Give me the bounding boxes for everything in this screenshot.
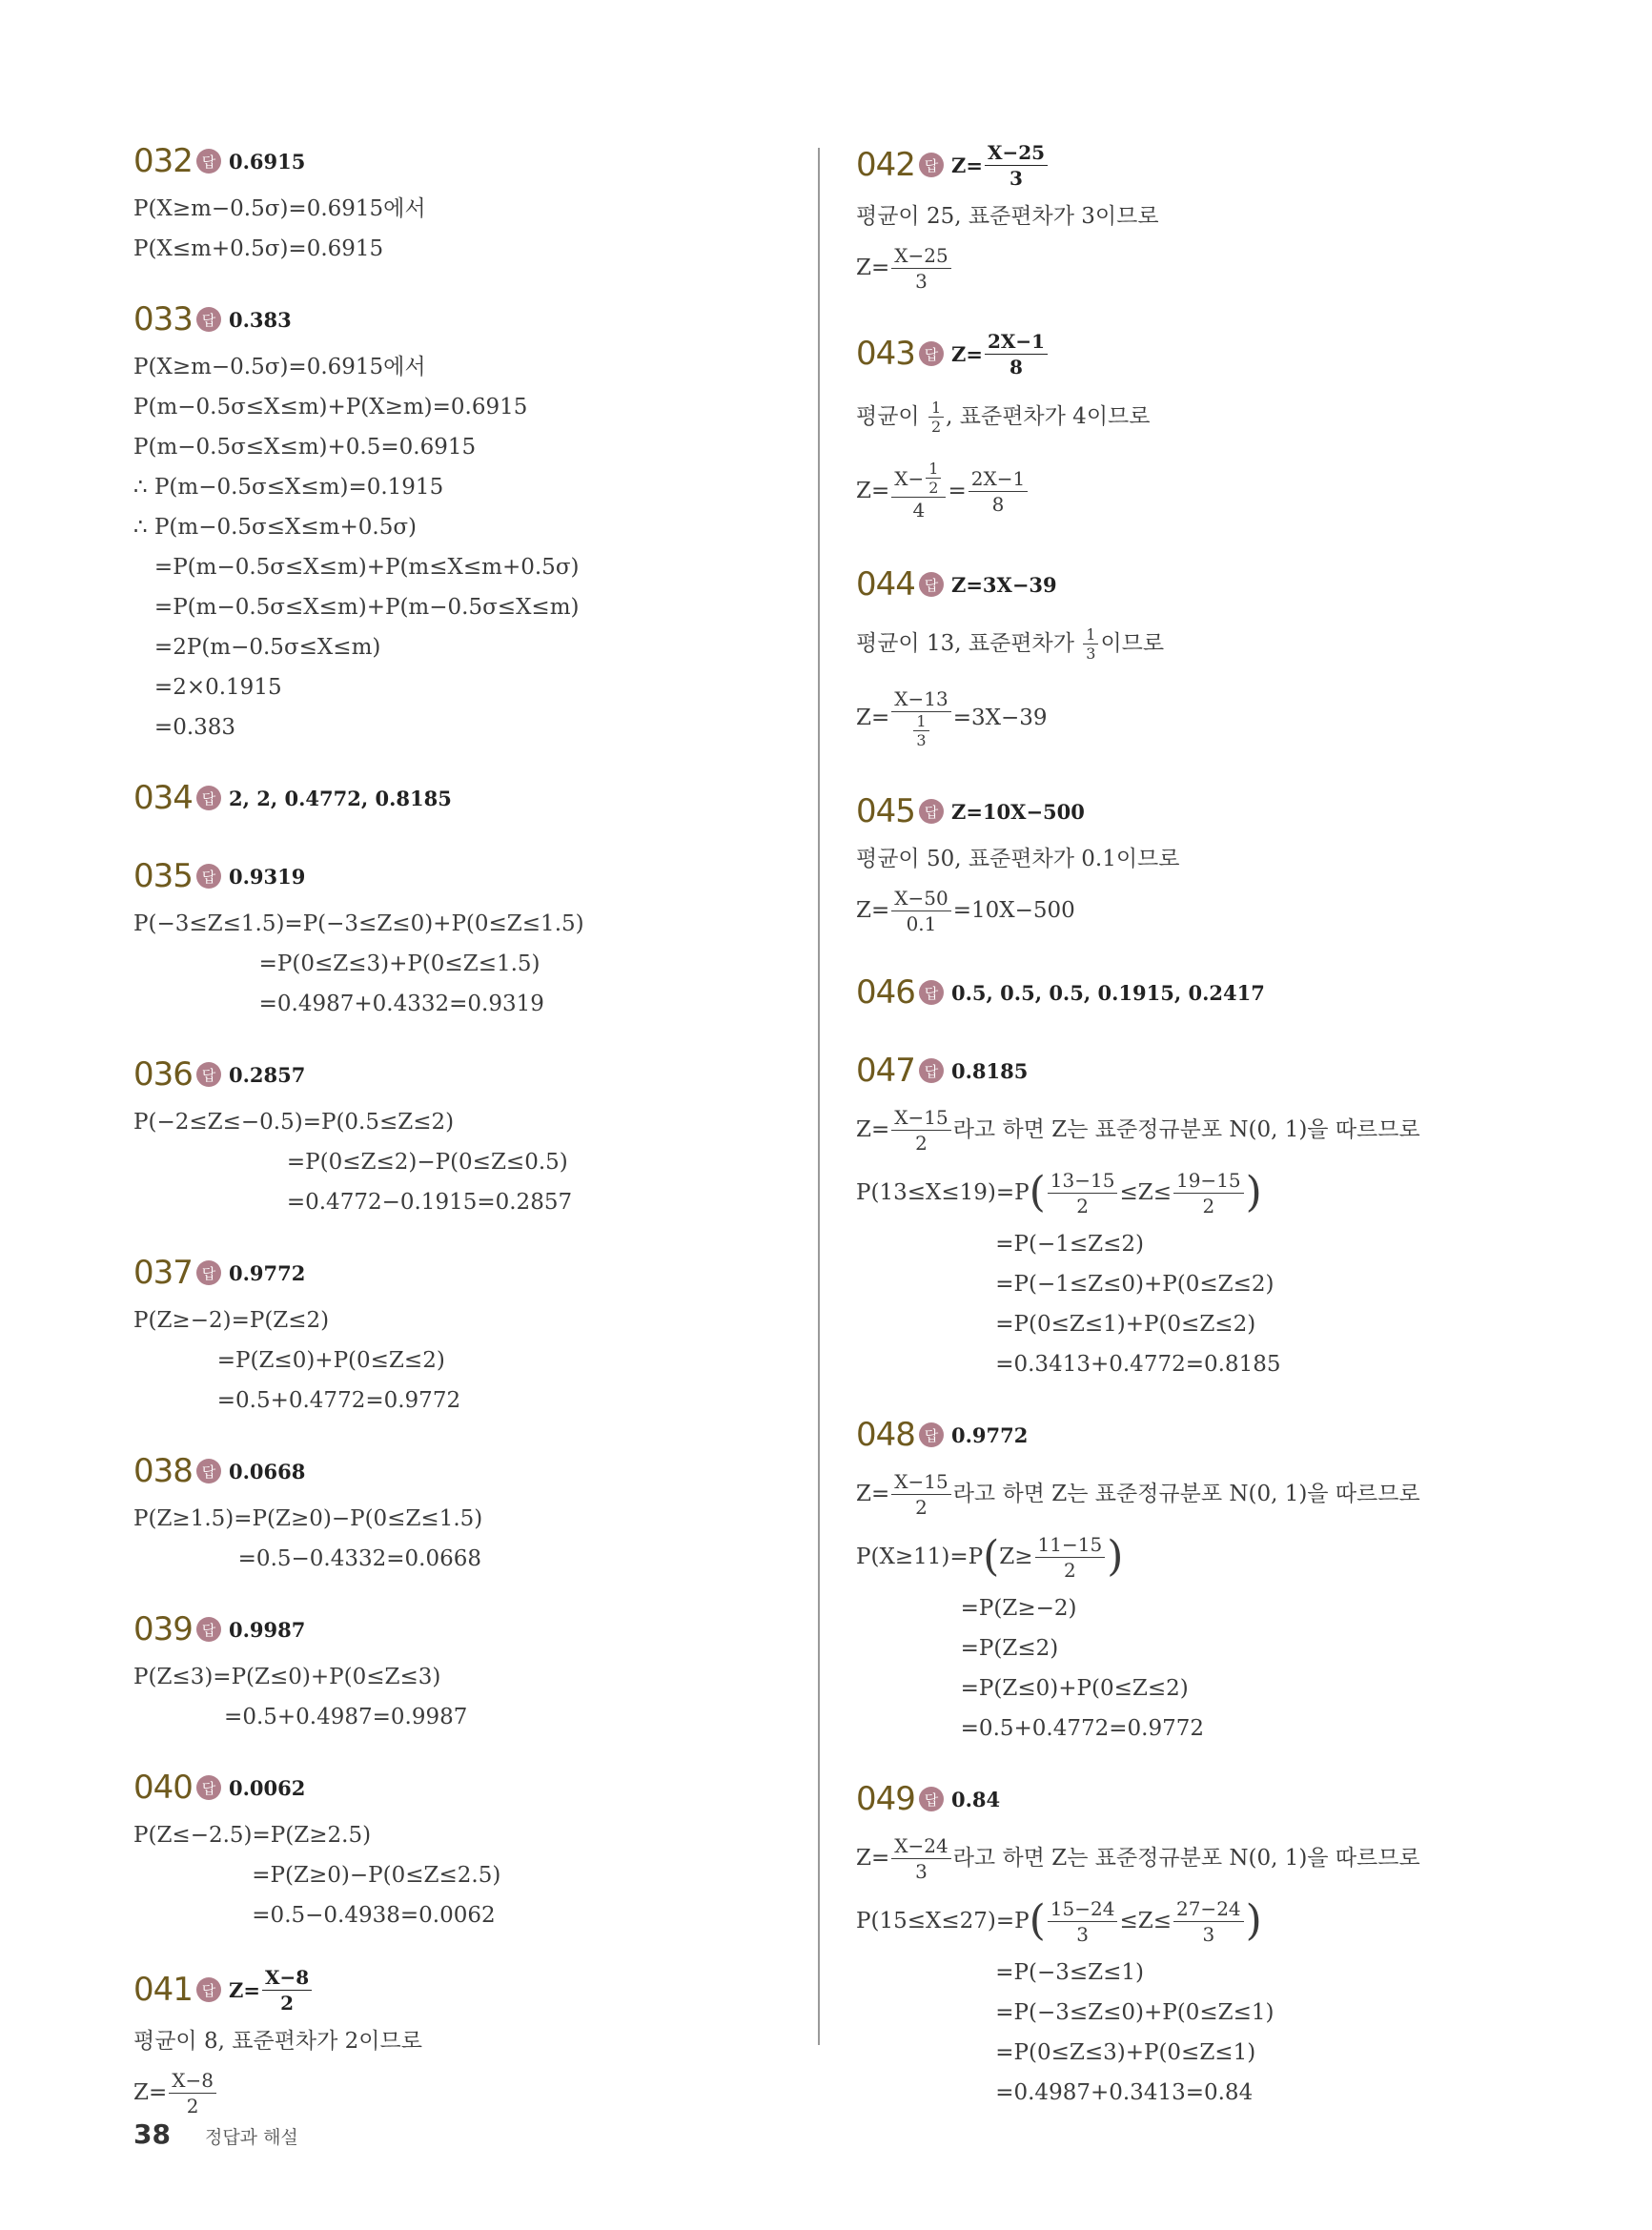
answer: 0.0062: [229, 1775, 306, 1800]
denominator: 2: [280, 1991, 294, 2015]
paren: ): [1245, 1896, 1262, 1945]
answer-badge-icon: 답: [919, 1058, 944, 1083]
solution-line: =P(0≤Z≤2)−P(0≤Z≤0.5): [133, 1150, 568, 1175]
solution-line: [856, 675, 1523, 761]
problem-038: [133, 1443, 801, 1579]
denominator: 2: [1202, 1194, 1215, 1217]
answer-badge-icon: 답: [196, 1062, 221, 1087]
text: 이므로: [1100, 631, 1165, 656]
solution-line: =0.5−0.4938=0.0062: [133, 1903, 496, 1928]
solution-line: =0.4987+0.4332=0.9319: [133, 992, 544, 1016]
numerator: 11−15: [1035, 1532, 1106, 1558]
problem-number: 036: [133, 1055, 193, 1094]
denominator: 3: [915, 269, 928, 293]
denominator: 3: [1202, 1922, 1215, 1946]
page-number: 38: [133, 2118, 171, 2150]
paren: ): [1245, 1168, 1262, 1217]
text: 라고 하면 Z는 표준정규분포 N(0, 1)을 따르므로: [952, 1117, 1420, 1142]
fraction: [913, 712, 928, 749]
numerator: X−25: [985, 140, 1048, 166]
numerator: X−15: [891, 1469, 950, 1495]
text: 라고 하면 Z는 표준정규분포 N(0, 1)을 따르므로: [952, 1482, 1420, 1506]
denominator: 3: [916, 731, 927, 749]
denominator: 2: [930, 417, 942, 436]
answer-badge-icon: 답: [196, 307, 221, 332]
problem-041: [133, 1958, 801, 2124]
solution-line: =P(0≤Z≤1)+P(0≤Z≤2): [856, 1312, 1256, 1337]
solution-line: [856, 236, 1523, 299]
denominator: 3: [915, 1859, 928, 1883]
answer: Z=3X−39: [951, 572, 1057, 597]
solution-line: =0.5+0.4772=0.9772: [856, 1716, 1205, 1741]
fraction: [891, 460, 946, 522]
fraction: [969, 466, 1028, 517]
numerator: X−24: [891, 1833, 950, 1859]
answer: 0.8185: [951, 1058, 1029, 1083]
problem-number: 042: [856, 146, 915, 184]
paren: (: [983, 1532, 1000, 1581]
paren: (: [1029, 1896, 1046, 1945]
problem-044: [856, 557, 1523, 761]
numerator: 1: [928, 399, 944, 418]
problem-048: [856, 1407, 1523, 1749]
answer: 0.84: [951, 1787, 1001, 1811]
denominator: 2: [915, 1131, 928, 1155]
solution-line: 평균이 50, 표준편차가 0.1이므로: [856, 847, 1180, 871]
fraction: [926, 460, 941, 497]
paren: (: [1029, 1168, 1046, 1217]
answer: [951, 140, 1050, 191]
text: 라고 하면 Z는 표준정규분포 N(0, 1)을 따르므로: [952, 1846, 1420, 1871]
fraction: [1048, 1168, 1118, 1218]
solution-line: P(X≤m+0.5σ)=0.6915: [133, 236, 384, 261]
fraction: [891, 243, 950, 294]
solution-line: =P(Z≤2): [856, 1636, 1059, 1661]
solution-line: [856, 1161, 1523, 1224]
solution-line: =P(m−0.5σ≤X≤m)+P(m−0.5σ≤X≤m): [133, 595, 580, 620]
answer: 0.9772: [229, 1260, 306, 1285]
fraction: [891, 1105, 950, 1156]
numerator: X−50: [891, 886, 950, 911]
problem-number: 047: [856, 1052, 915, 1090]
denominator: 0.1: [906, 911, 937, 935]
answer-badge-icon: 답: [196, 1775, 221, 1800]
numerator: X−13: [891, 686, 950, 712]
solution-line: =0.5+0.4772=0.9772: [133, 1388, 461, 1413]
page-footer: [133, 2118, 298, 2150]
solution-line: [856, 1890, 1523, 1953]
problem-number: 035: [133, 857, 193, 895]
expr-text: ≤Z≤: [1119, 1909, 1172, 1933]
fraction: [891, 1833, 950, 1884]
numerator: X−15: [891, 1105, 950, 1131]
text: , 표준편차가 4이므로: [946, 404, 1151, 429]
problem-number: 045: [856, 792, 915, 830]
problem-number: 040: [133, 1769, 193, 1807]
solution-line: P(X≥m−0.5σ)=0.6915에서: [133, 355, 426, 379]
problem-number: 044: [856, 565, 915, 604]
solution-line: [856, 448, 1523, 534]
solution-line: =P(m−0.5σ≤X≤m)+P(m≤X≤m+0.5σ): [133, 555, 580, 580]
solution-line: [856, 612, 1523, 675]
numerator: 1: [926, 460, 941, 479]
answer-badge-icon: 답: [919, 1787, 944, 1811]
problem-number: 043: [856, 335, 915, 373]
expr-text: P(X≥11)=P: [856, 1545, 984, 1569]
problem-033: [133, 292, 801, 747]
solution-line: P(Z≤−2.5)=P(Z≥2.5): [133, 1823, 372, 1848]
denominator: 2: [1076, 1194, 1089, 1217]
denominator: 2: [915, 1495, 928, 1519]
denominator: 2: [186, 2094, 199, 2117]
expr-text: Z=: [856, 1117, 890, 1142]
expr-text: =10X−500: [952, 898, 1075, 923]
problem-number: 048: [856, 1416, 915, 1454]
solution-line: [133, 2061, 801, 2124]
fraction: [169, 2068, 216, 2118]
answer-badge-icon: 답: [196, 786, 221, 810]
problem-042: [856, 133, 1523, 299]
solution-line: P(Z≥−2)=P(Z≤2): [133, 1308, 330, 1333]
expr-text: =3X−39: [952, 706, 1048, 730]
answer-badge-icon: 답: [919, 980, 944, 1005]
solution-line: =0.5−0.4332=0.0668: [133, 1546, 482, 1571]
solution-line: P(−2≤Z≤−0.5)=P(0.5≤Z≤2): [133, 1110, 455, 1135]
numerator: X−8: [262, 1965, 312, 1991]
numerator: 1: [913, 712, 928, 731]
solution-line: [856, 1098, 1523, 1161]
answer: 0.9987: [229, 1617, 306, 1642]
answer: 0.9772: [951, 1422, 1029, 1447]
solution-line: P(−3≤Z≤1.5)=P(−3≤Z≤0)+P(0≤Z≤1.5): [133, 911, 584, 936]
answer: 2, 2, 0.4772, 0.8185: [229, 786, 452, 810]
problem-036: [133, 1047, 801, 1222]
answer-prefix: Z=: [951, 153, 983, 177]
solution-line: P(m−0.5σ≤X≤m)+P(X≥m)=0.6915: [133, 395, 528, 419]
solution-line: 평균이 8, 표준편차가 2이므로: [133, 2029, 422, 2054]
solution-line: P(X≥m−0.5σ)=0.6915에서: [133, 196, 426, 221]
answer-badge-icon: 답: [196, 1459, 221, 1483]
numerator: 1: [1083, 625, 1098, 644]
problem-number: 037: [133, 1254, 193, 1292]
problem-number: 032: [133, 142, 193, 180]
fraction: [1035, 1532, 1106, 1583]
answer-prefix: Z=: [951, 341, 983, 366]
solution-line: P(Z≥1.5)=P(Z≥0)−P(0≤Z≤1.5): [133, 1506, 483, 1531]
solution-line: P(m−0.5σ≤X≤m)+0.5=0.6915: [133, 435, 477, 460]
problem-number: 041: [133, 1971, 193, 2009]
answer: 0.6915: [229, 149, 306, 174]
problem-049: [856, 1771, 1523, 2113]
answer: Z=10X−500: [951, 799, 1085, 824]
solution-line: =0.5+0.4987=0.9987: [133, 1705, 468, 1729]
solution-line: ∴ P(m−0.5σ≤X≤m)=0.1915: [133, 475, 444, 500]
footer-label: 정답과 해설: [204, 2127, 298, 2148]
solution-line: [856, 1827, 1523, 1890]
expr-text: P(15≤X≤27)=P: [856, 1909, 1030, 1933]
answer-badge-icon: 답: [196, 1260, 221, 1285]
problem-number: 033: [133, 300, 193, 338]
expr-text: Z=: [133, 2080, 168, 2105]
denominator: 8: [1010, 355, 1023, 378]
problem-037: [133, 1245, 801, 1421]
answer-badge-icon: 답: [919, 341, 944, 366]
solution-line: =P(Z≤0)+P(0≤Z≤2): [133, 1348, 445, 1373]
answer: [951, 329, 1050, 379]
text: 평균이 13, 표준편차가: [856, 631, 1082, 656]
solution-line: =P(0≤Z≤3)+P(0≤Z≤1): [856, 2040, 1256, 2065]
denominator: 2: [928, 479, 939, 497]
fraction: [891, 686, 950, 749]
expr-text: =: [948, 479, 967, 503]
answer-badge-icon: 답: [196, 1977, 221, 2002]
answer: 0.5, 0.5, 0.5, 0.1915, 0.2417: [951, 980, 1265, 1005]
paren: ): [1107, 1532, 1124, 1581]
denominator: 2: [1063, 1558, 1076, 1582]
right-column: [856, 133, 1523, 2136]
solution-line: =0.4987+0.3413=0.84: [856, 2080, 1254, 2105]
solution-line: P(Z≤3)=P(Z≤0)+P(0≤Z≤3): [133, 1665, 441, 1689]
problem-032: [133, 133, 801, 269]
denominator: 4: [912, 499, 926, 522]
solution-line: [856, 879, 1523, 942]
solution-line: =0.3413+0.4772=0.8185: [856, 1352, 1281, 1377]
fraction: [891, 1469, 950, 1520]
denominator: 8: [991, 492, 1005, 516]
fraction: [1048, 1896, 1118, 1947]
answer: [229, 1965, 314, 2015]
solution-line: [856, 385, 1523, 448]
problem-039: [133, 1602, 801, 1737]
solution-line: [856, 1525, 1523, 1588]
answer-fraction: [262, 1965, 312, 2015]
answer-badge-icon: 답: [919, 572, 944, 597]
answer-badge-icon: 답: [196, 864, 221, 889]
problem-047: [856, 1043, 1523, 1384]
solution-line: =0.383: [133, 715, 236, 740]
problem-number: 034: [133, 779, 193, 817]
answer: 0.0668: [229, 1459, 306, 1483]
solution-line: =0.4772−0.1915=0.2857: [133, 1190, 573, 1215]
denominator: 3: [1086, 644, 1096, 663]
solution-line: =P(0≤Z≤3)+P(0≤Z≤1.5): [133, 951, 540, 976]
problem-043: [856, 322, 1523, 534]
problem-034: [133, 770, 801, 826]
expr-text: Z=: [856, 479, 890, 503]
answer: 0.9319: [229, 864, 306, 889]
problem-040: [133, 1760, 801, 1935]
numerator: 27−24: [1173, 1896, 1244, 1922]
solution-line: =P(Z≥−2): [856, 1596, 1077, 1621]
fraction: [891, 886, 950, 936]
expr-text: ≤Z≤: [1119, 1180, 1172, 1205]
solution-line: =P(Z≥0)−P(0≤Z≤2.5): [133, 1863, 501, 1888]
solution-line: =P(−3≤Z≤0)+P(0≤Z≤1): [856, 2000, 1275, 2025]
solution-line: =P(−3≤Z≤1): [856, 1960, 1144, 1985]
answer-badge-icon: 답: [196, 1617, 221, 1642]
fraction: [1083, 625, 1098, 663]
expr-text: Z=: [856, 1482, 890, 1506]
problem-number: 046: [856, 973, 915, 1012]
expr-text: Z=: [856, 1846, 890, 1871]
solution-line: ∴ P(m−0.5σ≤X≤m+0.5σ): [133, 515, 418, 540]
numerator: 15−24: [1048, 1896, 1118, 1922]
numerator: X−25: [891, 243, 950, 269]
expr-text: Z=: [856, 898, 890, 923]
problem-number: 049: [856, 1780, 915, 1818]
numerator: 2X−1: [985, 329, 1048, 355]
answer-fraction: [985, 329, 1048, 379]
expr-text: Z≥: [999, 1545, 1033, 1569]
column-divider: [818, 148, 820, 2045]
solution-line: =P(Z≤0)+P(0≤Z≤2): [856, 1676, 1189, 1701]
problem-number: 039: [133, 1610, 193, 1648]
answer-badge-icon: 답: [919, 1422, 944, 1447]
fraction: [1173, 1168, 1244, 1218]
numerator: X−8: [169, 2068, 216, 2094]
answer: 0.2857: [229, 1062, 306, 1087]
problem-045: [856, 784, 1523, 942]
answer-badge-icon: 답: [196, 149, 221, 174]
denominator: 3: [1076, 1922, 1089, 1946]
solution-line: =P(−1≤Z≤0)+P(0≤Z≤2): [856, 1272, 1275, 1297]
denominator: 3: [1010, 166, 1023, 190]
answer-fraction: [985, 140, 1048, 191]
answer: 0.383: [229, 307, 292, 332]
solution-line: =2P(m−0.5σ≤X≤m): [133, 635, 381, 660]
problem-035: [133, 849, 801, 1024]
answer-badge-icon: 답: [919, 153, 944, 177]
expr-text: X−: [894, 466, 925, 490]
left-column: [133, 133, 801, 2147]
solution-line: 평균이 25, 표준편차가 3이므로: [856, 204, 1159, 229]
fraction: [1173, 1896, 1244, 1947]
solution-line: =2×0.1915: [133, 675, 282, 700]
answer-badge-icon: 답: [919, 799, 944, 824]
problem-number: 038: [133, 1452, 193, 1490]
numerator: 19−15: [1173, 1168, 1244, 1194]
solution-line: =P(−1≤Z≤2): [856, 1232, 1144, 1257]
numerator: [891, 460, 946, 498]
expr-text: P(13≤X≤19)=P: [856, 1180, 1030, 1205]
problem-046: [856, 965, 1523, 1020]
answer-prefix: Z=: [229, 1977, 260, 2002]
expr-text: Z=: [856, 256, 890, 280]
numerator: 2X−1: [969, 466, 1028, 492]
expr-text: Z=: [856, 706, 890, 730]
numerator: 13−15: [1048, 1168, 1118, 1194]
text: 평균이: [856, 404, 927, 429]
solution-line: [856, 1463, 1523, 1525]
denominator: [908, 712, 933, 749]
fraction: [928, 399, 944, 436]
